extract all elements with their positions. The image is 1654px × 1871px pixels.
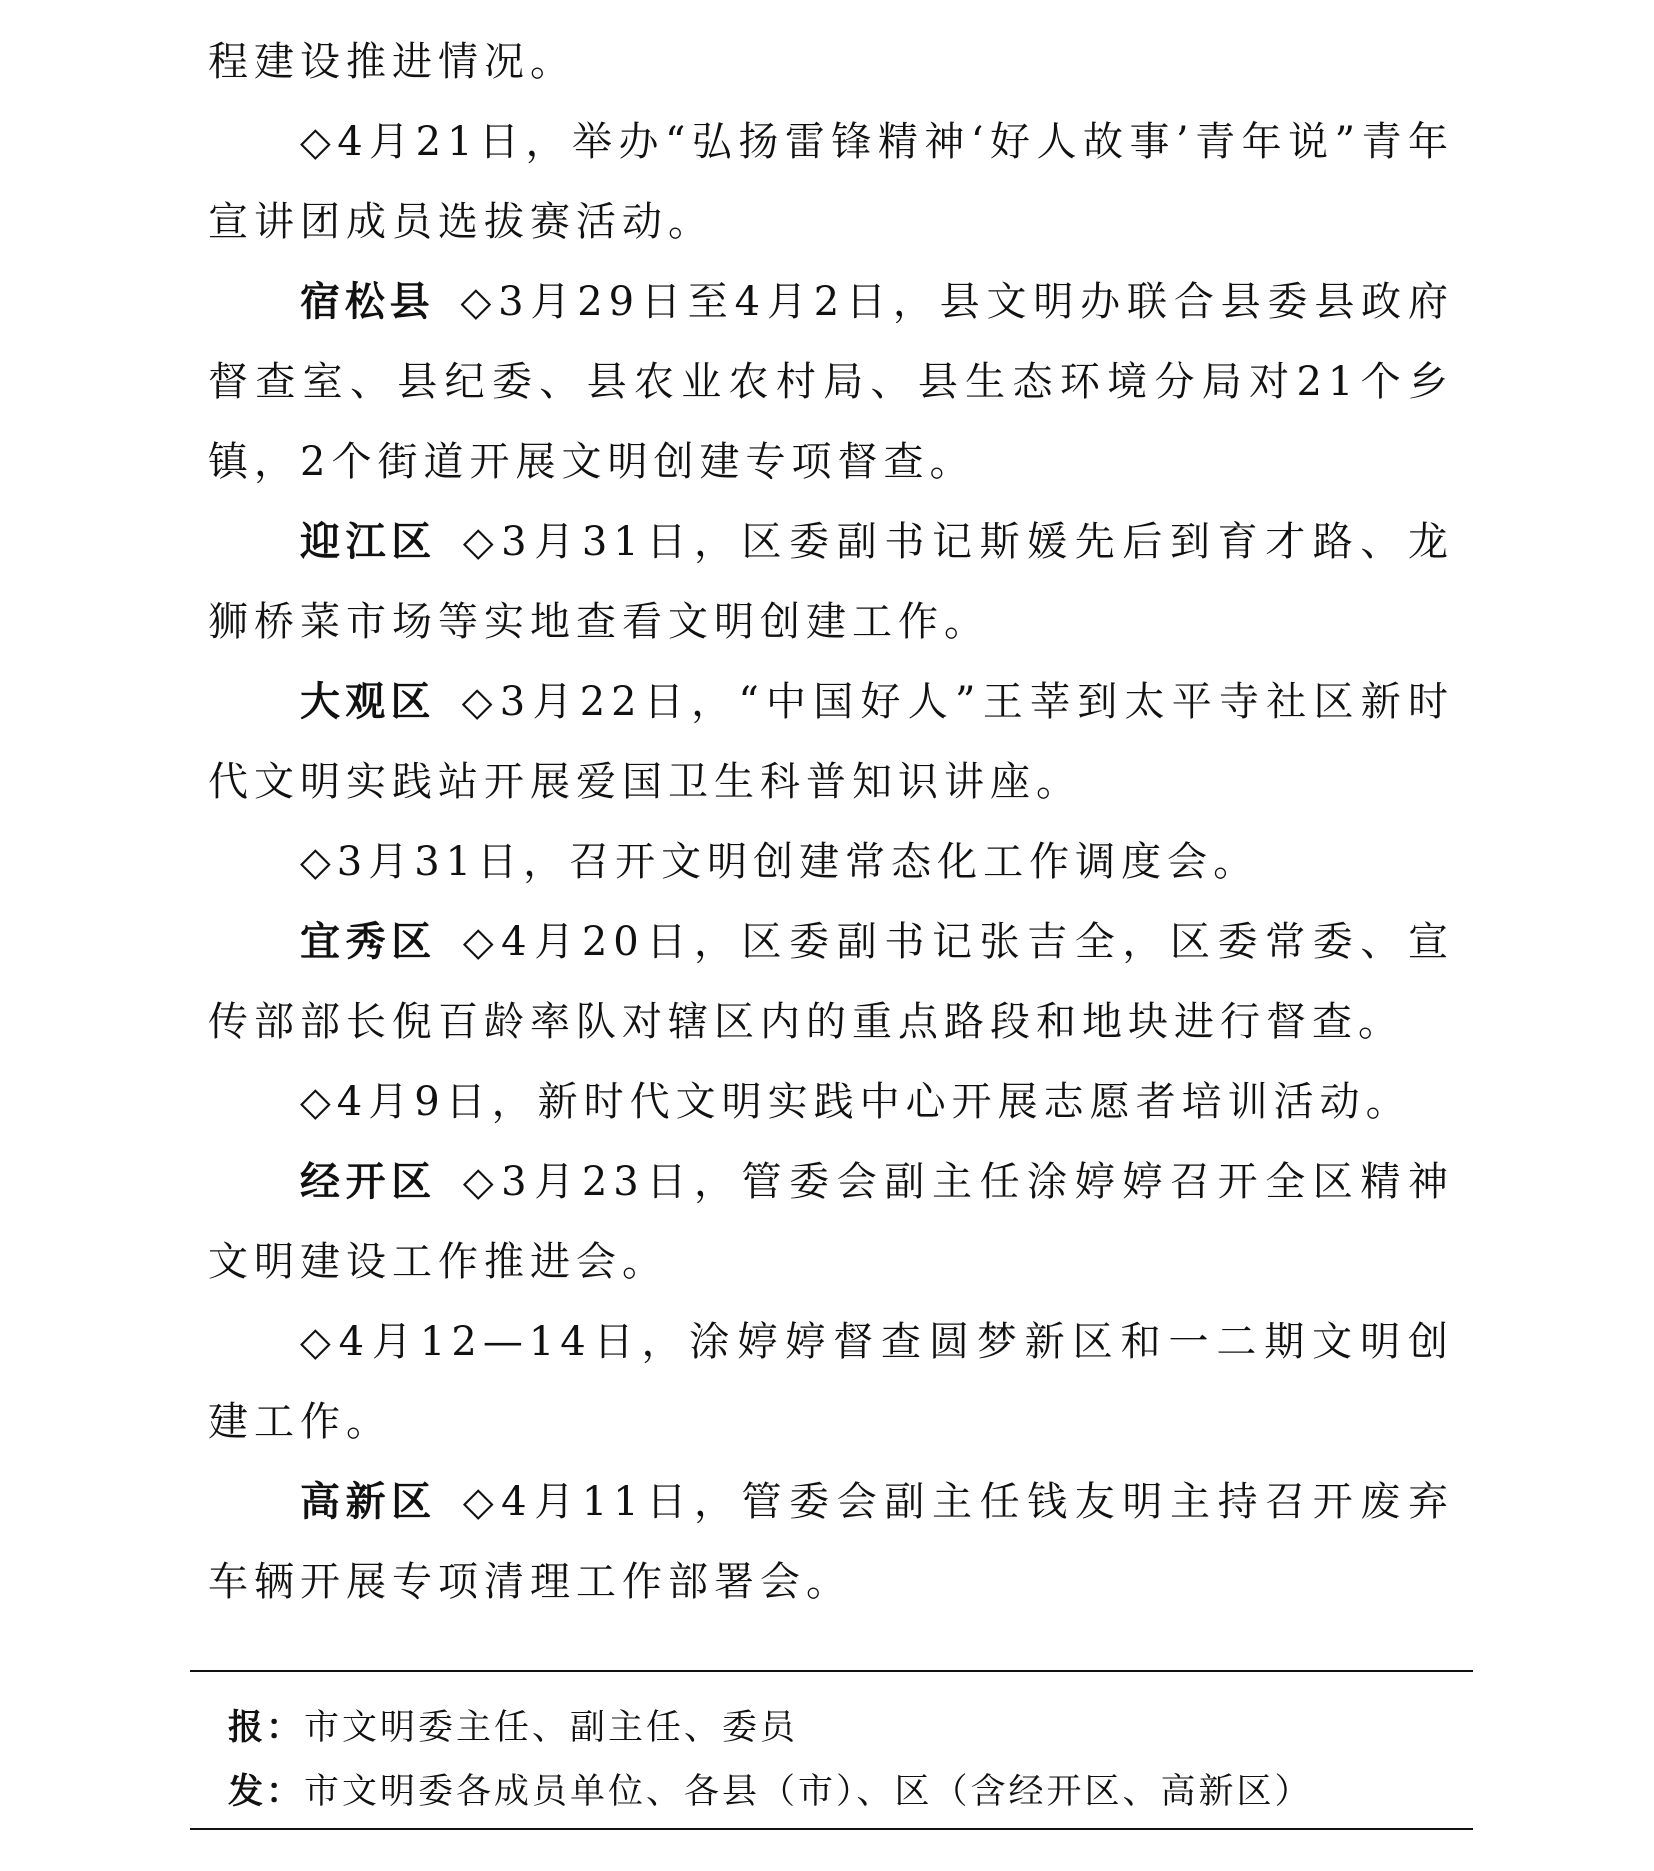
send-line	[228, 1770, 1313, 1814]
district-label: 经开区	[300, 1159, 437, 1205]
paragraph-text: ◇4月12—14日，涂婷婷督查圆梦新区和一二期文明创建工作。	[208, 1319, 1454, 1445]
paragraph-5	[208, 822, 1454, 902]
paragraph-text: ◇3月31日，区委副书记斯媛先后到育才路、龙狮桥菜市场等实地查看文明创建工作。	[208, 519, 1455, 645]
paragraph-daguan	[208, 662, 1454, 822]
send-label: 发：	[228, 1772, 305, 1812]
district-label: 迎江区	[300, 519, 437, 565]
paragraph-text: ◇3月23日，管委会副主任涂婷婷召开全区精神文明建设工作推进会。	[208, 1159, 1455, 1285]
paragraph-text: ◇4月21日，举办“弘扬雷锋精神‘好人故事’青年说”青年宣讲团成员选拔赛活动。	[208, 119, 1454, 245]
paragraph-yingjiang	[208, 502, 1454, 662]
paragraph-text: 程建设推进情况。	[208, 39, 576, 85]
paragraph-susong	[208, 262, 1454, 502]
paragraph-text: ◇3月29日至4月2日，县文明办联合县委县政府督查室、县纪委、县农业农村局、县生态环境分局对21个乡镇，2个街道开展文明创建专项督查。	[208, 279, 1454, 485]
district-label: 高新区	[300, 1479, 437, 1525]
paragraph-9	[208, 1302, 1454, 1462]
district-label: 宿松县	[300, 279, 435, 325]
paragraph-text: ◇4月9日，新时代文明实践中心开展志愿者培训活动。	[300, 1079, 1412, 1125]
report-recipients: 市文明委主任、副主任、委员	[304, 1708, 799, 1748]
distribution-footer	[190, 1670, 1473, 1830]
paragraph-yixiu	[208, 902, 1454, 1062]
report-label: 报：	[228, 1708, 305, 1748]
paragraph-text: ◇4月20日，区委副书记张吉全，区委常委、宣传部部长倪百龄率队对辖区内的重点路段和地块进行督查。	[208, 919, 1455, 1045]
paragraph-7	[208, 1062, 1454, 1142]
paragraph-jingkai	[208, 1142, 1454, 1302]
paragraph-0	[208, 22, 1454, 102]
report-line	[228, 1706, 798, 1750]
district-label: 宜秀区	[300, 919, 437, 965]
paragraph-text: ◇3月31日，召开文明创建常态化工作调度会。	[300, 839, 1260, 885]
paragraph-text: ◇3月22日，“中国好人”王莘到太平寺社区新时代文明实践站开展爱国卫生科普知识讲座。	[208, 679, 1454, 805]
document-body	[208, 22, 1454, 1622]
paragraph-gaoxin	[208, 1462, 1454, 1622]
send-recipients: 市文明委各成员单位、各县（市）、区（含经开区、高新区）	[304, 1772, 1313, 1812]
paragraph-1	[208, 102, 1454, 262]
district-label: 大观区	[300, 679, 436, 725]
paragraph-text: ◇4月11日，管委会副主任钱友明主持召开废弃车辆开展专项清理工作部署会。	[208, 1479, 1455, 1605]
